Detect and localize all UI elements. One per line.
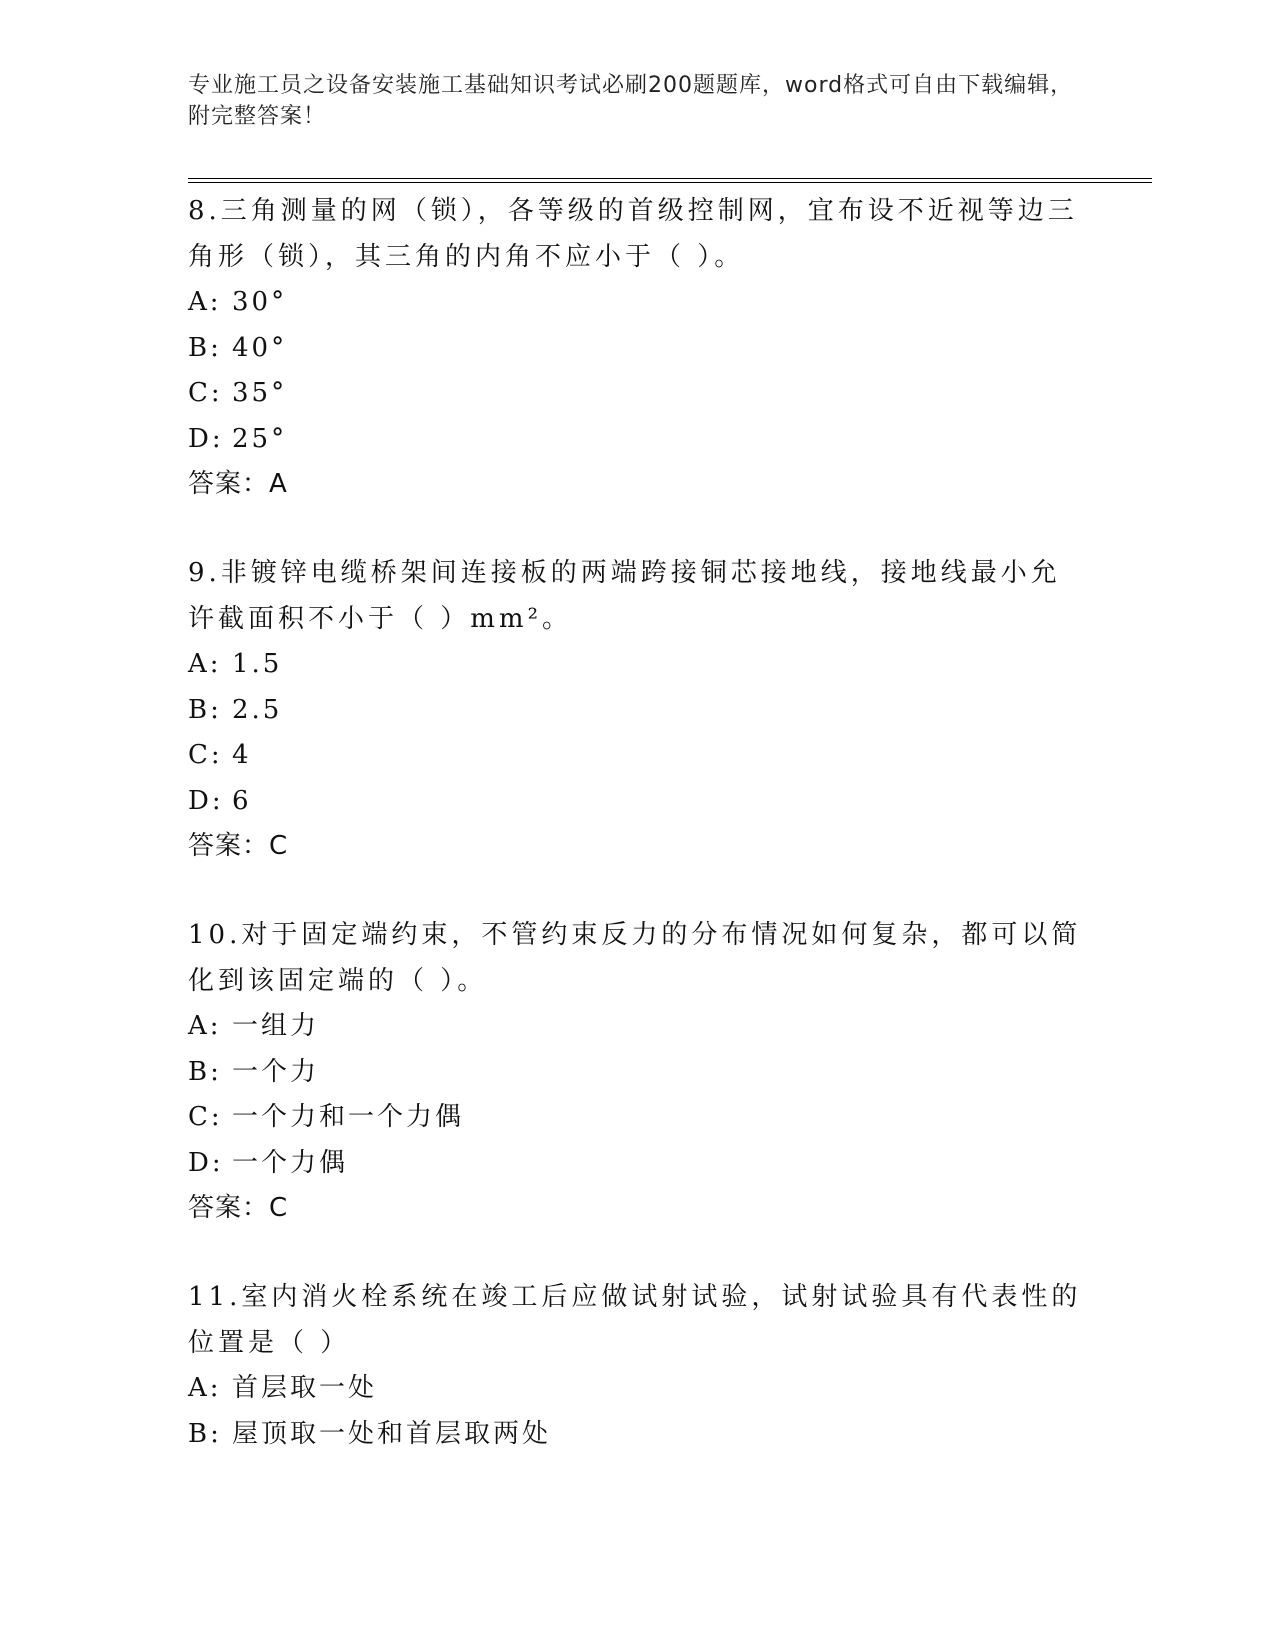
question-list — [188, 188, 1088, 1500]
option-a — [188, 280, 1088, 326]
option-d — [188, 1141, 1088, 1187]
option-key: A: — [188, 649, 222, 679]
option-key: B: — [188, 1056, 222, 1087]
option-text: 屋顶取一处和首层取两处 — [232, 1418, 552, 1449]
option-key: D: — [188, 423, 224, 454]
option-d — [188, 779, 1088, 825]
question-9 — [188, 550, 1088, 869]
option-c — [188, 733, 1088, 779]
option-text: 40° — [232, 332, 288, 363]
option-b — [188, 326, 1088, 372]
option-key: A: — [188, 287, 222, 317]
option-key: B: — [188, 694, 222, 725]
option-text: 一个力 — [232, 1056, 320, 1087]
option-key: A: — [188, 1011, 222, 1041]
option-key: C: — [188, 378, 223, 408]
option-d — [188, 417, 1088, 463]
option-key: D: — [188, 785, 224, 816]
option-key: B: — [188, 1418, 222, 1449]
option-text: 25° — [232, 423, 288, 454]
question-stem: 11.室内消火栓系统在竣工后应做试射试验，试射试验具有代表性的位置是（ ） — [188, 1282, 1082, 1358]
option-key: A: — [188, 1373, 222, 1403]
option-text: 一个力和一个力偶 — [232, 1102, 465, 1132]
header-double-rule — [188, 178, 1152, 183]
option-key: C: — [188, 740, 223, 770]
question-10 — [188, 912, 1088, 1231]
question-8 — [188, 188, 1088, 507]
question-11 — [188, 1274, 1088, 1457]
document-header: 专业施工员之设备安装施工基础知识考试必刷200题题库，word格式可自由下载编辑，附完整答案！ — [188, 73, 1074, 129]
option-b — [188, 688, 1088, 734]
question-stem: 8.三角测量的网（锁），各等级的首级控制网，宜布设不近视等边三角形（锁），其三角的内角不应小于（ ）。 — [188, 196, 1078, 272]
answer-line: 答案：C — [188, 1193, 289, 1223]
option-b — [188, 1050, 1088, 1096]
question-stem: 9.非镀锌电缆桥架间连接板的两端跨接铜芯接地线，接地线最小允许截面积不小于（ ）mm²。 — [188, 558, 1061, 634]
option-text: 2.5 — [232, 694, 283, 725]
option-key: B: — [188, 332, 222, 363]
option-c — [188, 1095, 1088, 1141]
answer-line: 答案：C — [188, 831, 289, 861]
option-text: 4 — [232, 740, 252, 770]
option-text: 首层取一处 — [232, 1373, 378, 1403]
option-text: 一组力 — [232, 1011, 320, 1041]
option-text: 6 — [232, 785, 252, 816]
option-a — [188, 1366, 1088, 1412]
option-text: 一个力偶 — [232, 1147, 349, 1178]
option-c — [188, 371, 1088, 417]
option-text: 35° — [232, 378, 288, 408]
option-text: 30° — [232, 287, 288, 317]
question-stem: 10.对于固定端约束，不管约束反力的分布情况如何复杂，都可以简化到该固定端的（ ）。 — [188, 920, 1082, 996]
option-a — [188, 642, 1088, 688]
option-a — [188, 1004, 1088, 1050]
option-text: 1.5 — [232, 649, 283, 679]
answer-line: 答案：A — [188, 469, 288, 499]
option-key: D: — [188, 1147, 224, 1178]
option-b — [188, 1412, 1088, 1458]
option-key: C: — [188, 1102, 223, 1132]
